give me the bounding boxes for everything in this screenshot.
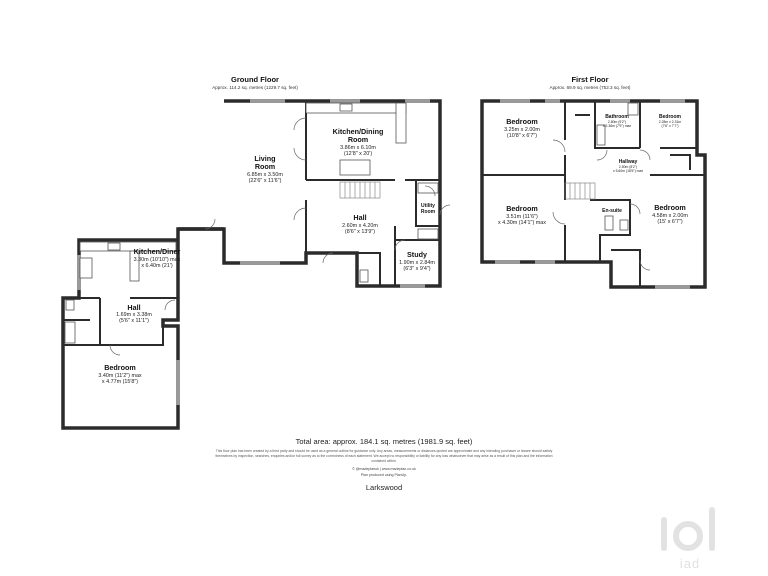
ff-bedroom-sw-name: Bedroom <box>506 204 538 213</box>
living-room-dim-1: 6.85m x 3.50m <box>247 172 283 178</box>
ground-floor-doors <box>110 118 450 355</box>
hall-name: Hall <box>353 213 367 222</box>
study-dim-1: 1.90m x 2.84m <box>399 260 435 266</box>
first-floor-plan <box>482 75 705 287</box>
ff-ensuite-name: En-suite <box>602 208 622 214</box>
ff-bedroom-nw-name: Bedroom <box>506 117 538 126</box>
watermark-text: iad <box>679 556 701 571</box>
living-room-name-2: Room <box>254 162 276 171</box>
hall2-name: Hall <box>127 303 141 312</box>
iad-watermark-logo <box>664 510 712 571</box>
ground-bedroom-dim-2: x 4.77m (15'8") <box>101 379 139 385</box>
ff-bathroom-name: Bathroom <box>605 114 629 120</box>
hall2-dim-1: 1.69m x 3.38m <box>116 312 152 318</box>
ff-hallway-name: Hallway <box>618 159 638 165</box>
hall-dim-1: 2.60m x 4.20m <box>342 223 378 229</box>
utility-name-2: Room <box>420 209 436 215</box>
kitchen-diner-name: Kitchen/Diner <box>133 247 181 256</box>
ff-bedroom-nw-dim-1: 3.25m x 2.00m <box>504 127 540 133</box>
ff-bathroom-dim-1: 2.80m (9'2") <box>607 120 627 124</box>
study-dim-2: (6'3" x 9'4") <box>403 266 431 272</box>
ground-floor-title: Ground Floor <box>231 75 279 84</box>
credit-line-2: Plan produced using PlanUp. <box>360 473 408 477</box>
kitchen-dining-dim-2: (12'8" x 20') <box>343 151 373 157</box>
study-name: Study <box>407 250 427 259</box>
ff-bedroom-nw-dim-2: (10'8" x 6'7") <box>506 133 538 139</box>
ff-bedroom-sw-dim-2: x 4.30m (14'1") max <box>498 220 546 226</box>
ff-bedroom-se-dim-2: (15' x 6'7") <box>657 219 683 225</box>
living-room-name-1: Living <box>254 154 276 163</box>
ff-bedroom-ne-dim-1: 2.28m x 2.31m <box>658 120 682 124</box>
ff-bedroom-ne-name: Bedroom <box>659 114 681 120</box>
ff-hallway-dim-1: 2.50m (8'2") <box>618 165 638 169</box>
kitchen-dining-name-1: Kitchen/Dining <box>332 127 384 136</box>
disclaimer-line-2: themselves by inspection, searches, enquiries and/or full survey as to the correctness of each statement. We accept no responsibility or liability for any loss whatsoever that may arise as a result of this plan and the information <box>215 454 553 458</box>
hall-dim-2: (8'6" x 13'9") <box>344 229 376 235</box>
ff-bedroom-se-name: Bedroom <box>654 203 686 212</box>
ground-bedroom-name: Bedroom <box>104 363 136 372</box>
ff-bedroom-sw-dim-1: 3.51m (11'6") <box>506 214 538 220</box>
ground-bathroom-fixtures <box>65 270 368 343</box>
kitchen-diner-dim-2: x 6.40m (21') <box>141 263 173 269</box>
first-floor-area: Approx. 69.9 sq. metres (752.3 sq. feet) <box>549 85 631 90</box>
ff-bathroom-dim-2: x 2.36m (7'9") max <box>602 124 632 128</box>
first-floor-title: First Floor <box>571 75 609 84</box>
ground-floor-area: Approx. 114.2 sq. metres (1229.7 sq. feet) <box>212 85 298 90</box>
total-area: Total area: approx. 184.1 sq. metres (1981.9 sq. feet) <box>295 437 473 446</box>
first-floor-stairs <box>565 183 595 199</box>
ff-bedroom-ne-dim-2: (7'6" x 7'7") <box>661 124 679 128</box>
ground-bedroom-dim-1: 3.40m (11'2") max <box>98 373 142 379</box>
ground-floor-plan <box>63 75 450 428</box>
disclaimer-line-1: This floor plan has been created by a third party and should be used as a general outline for guidance only. Any areas, measurements or distances quoted are approximate and any intending purchaser or lessee should satisfy <box>215 449 553 453</box>
ff-bedroom-se-dim-1: 4.58m x 2.00m <box>652 213 688 219</box>
plan-footer <box>215 437 552 492</box>
hall2-dim-2: (5'6" x 11'1") <box>119 318 149 324</box>
kitchen-diner-dim-1: 3.30m (10'10") max <box>133 257 181 263</box>
property-name: Larkswood <box>365 483 403 492</box>
kitchen-dining-dim-1: 3.86m x 6.10m <box>340 145 376 151</box>
ff-bedroom-se-wall <box>611 175 705 287</box>
disclaimer-line-3: contained within. <box>371 459 397 463</box>
ground-floor-stairs <box>340 182 380 198</box>
utility-name-1: Utility <box>421 203 435 209</box>
ff-hallway-dim-2: x 5.60m (18'5") max <box>612 169 644 173</box>
kitchen-dining-name-2: Room <box>347 135 369 144</box>
credit-line-1: © @madeplanuk | www.madeplan.co.uk <box>352 467 416 471</box>
living-room-dim-2: (22'6" x 11'6") <box>248 178 282 184</box>
